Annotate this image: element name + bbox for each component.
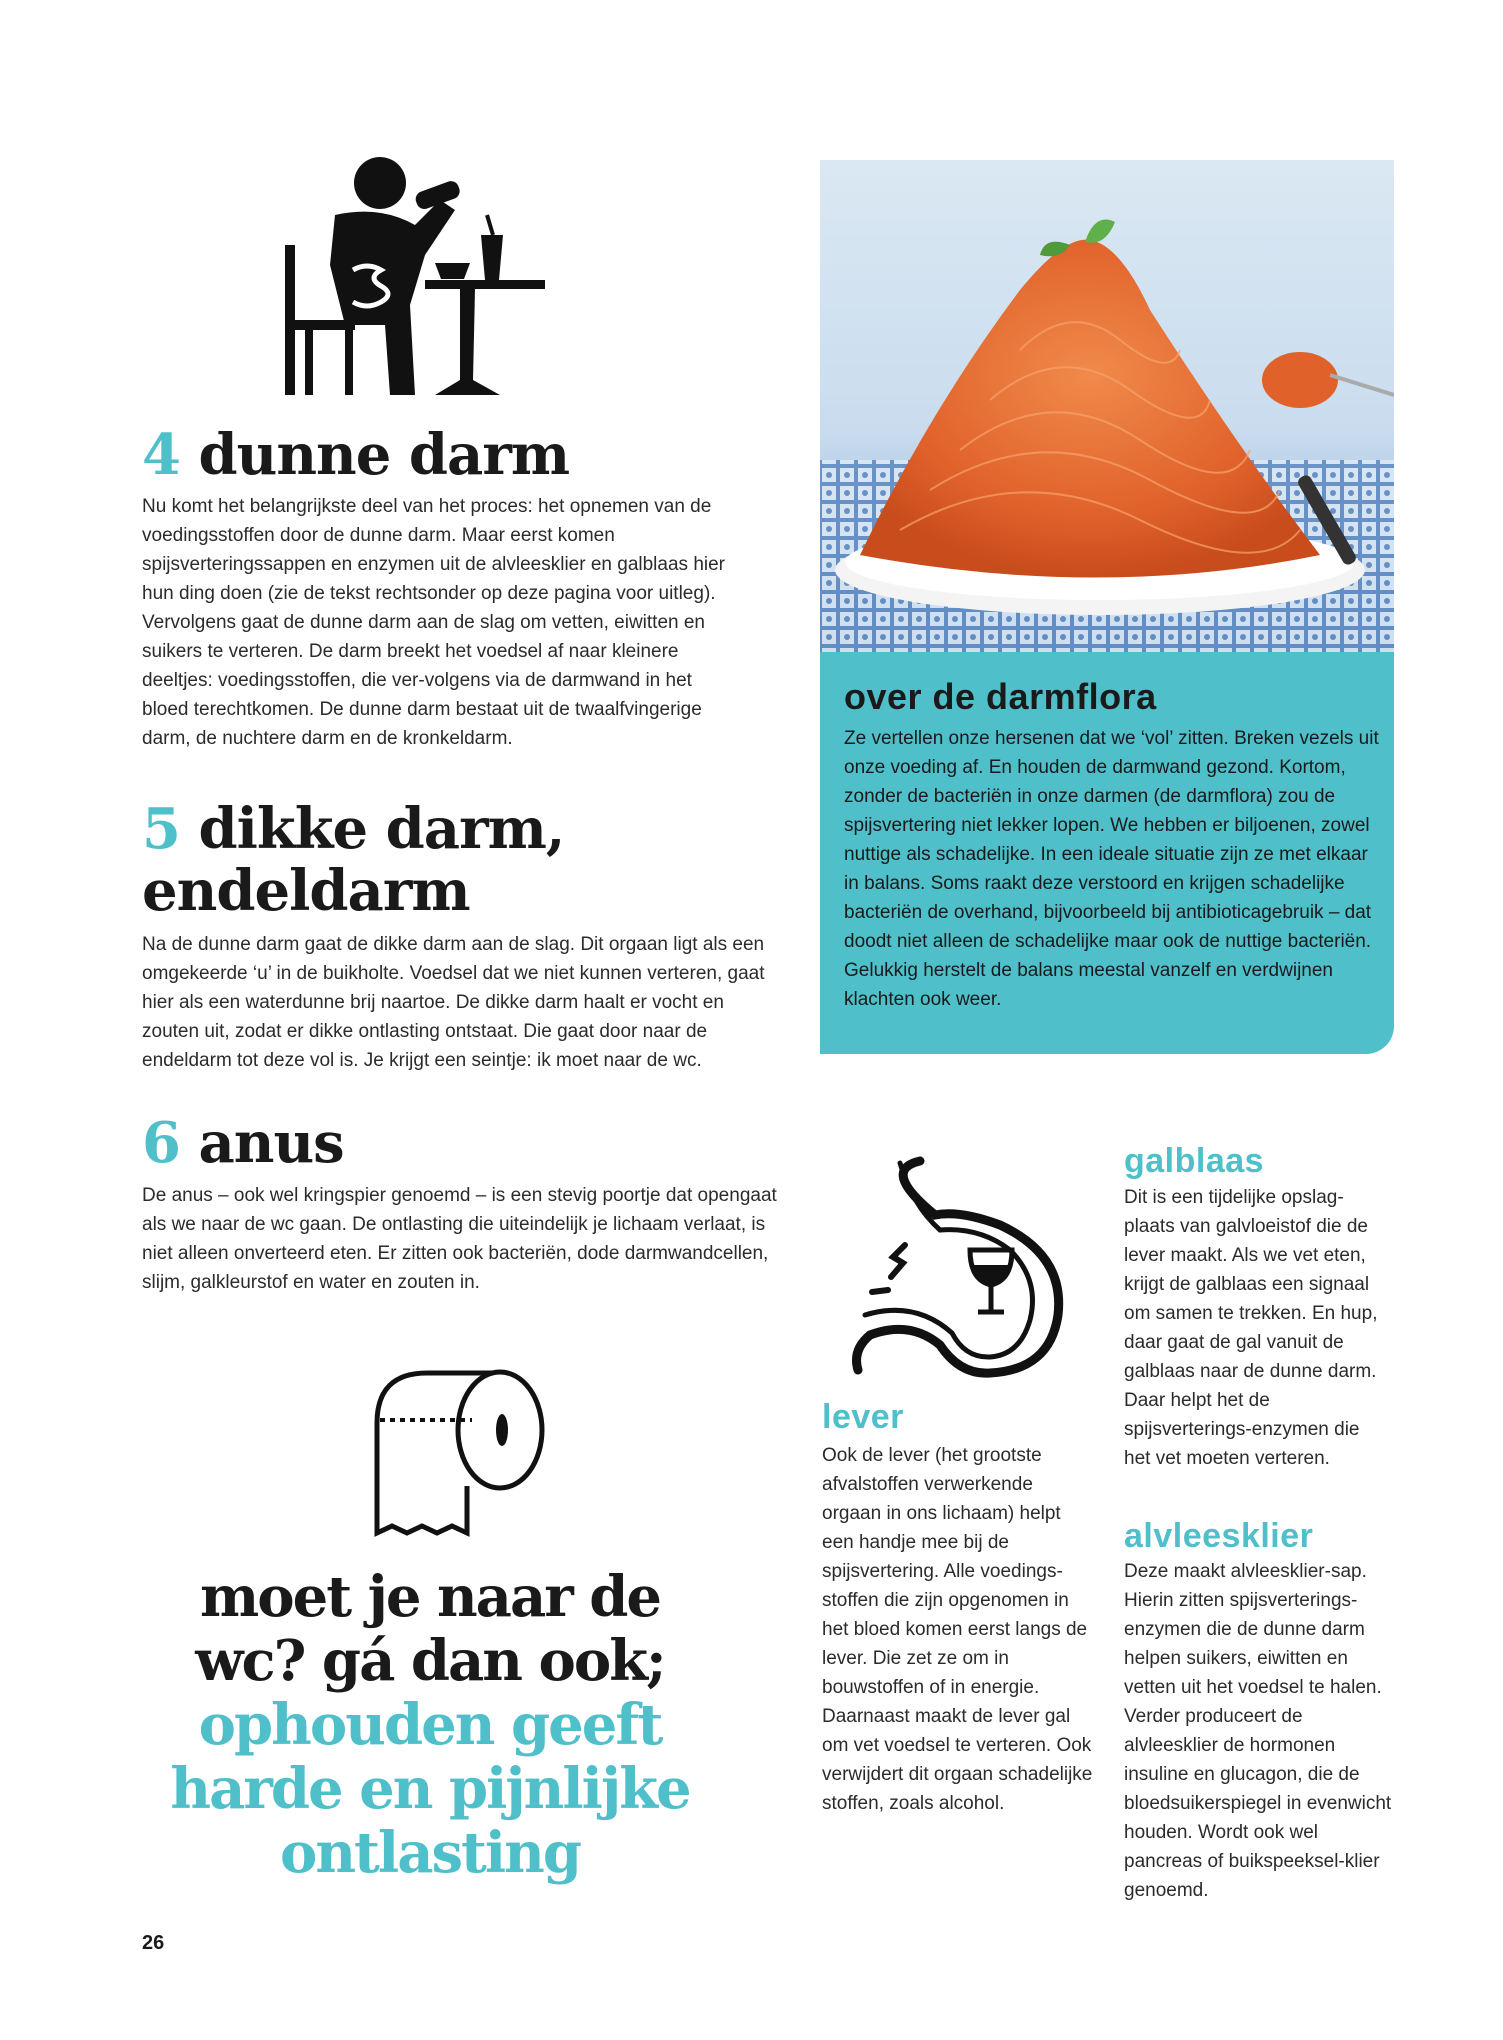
section-5-body: Na de dunne darm gaat de dikke darm aan de slag. Dit orgaan ligt als een omgekeerde ‘u’ in de buikholte. Voedsel dat we niet kunnen verteren, gaat hier als een waterdunne brij naartoe. De dikke darm haalt er vocht en zouten uit, zodat er dikke ontlasting ontstaat. Die gaat door naar de endeldarm tot deze vol is. Je krijgt een seintje: ik moet naar de wc.	[142, 934, 765, 1071]
alvleesklier-body: Deze maakt alvleesklier-sap. Hierin zitten spijsverterings-enzymen die de dunne darm helpen suikers, eiwitten en vetten uit het voedsel te halen. Verder produceert de alvleesklier de hormonen insuline en glucagon, die de bloedsuikerspiegel in evenwicht houden. Wordt ook wel pancreas of buikspeeksel-klier genoemd.	[1124, 1561, 1392, 1901]
lever-body: Ook de lever (het grootste afvalstoffen verwerkende orgaan in ons lichaam) helpt een handje mee bij de spijsvertering. Alle voedings-stoffen die zijn opgenomen in het bloed komen eerst langs de lever. Die zet ze om in bouwstoffen of in energie. Daarnaast maakt de lever gal om vet voedsel te verteren. Ook verwijdert dit orgaan schadelijke stoffen, zoals alcohol.	[822, 1445, 1093, 1814]
lever-heading: lever	[822, 1398, 904, 1436]
darmflora-body: Ze vertellen onze hersenen dat we ‘vol’ zitten. Breken vezels uit onze voeding af. En houden de darmwand gezond. Kortom, zonder de bacteriën in onze darmen (de darmflora) zou de spijsvertering niet lekker lopen. We hebben er biljoenen, zowel nuttige als schadelijke. In een ideale situatie zijn ze met elkaar in balans. Soms raakt deze verstoord en krijgen schadelijke bacteriën de overhand, bijvoorbeeld bij antibioticagebruik – dat doodt niet alleen de schadelijke maar ook de nuttige bacteriën. Gelukkig herstelt de balans meestal vanzelf en verdwijnen klachten ook weer.	[844, 728, 1379, 1010]
section-number: 6	[142, 1110, 180, 1176]
page-number: 26	[142, 1932, 165, 1954]
section-title: dunne darm	[198, 422, 570, 488]
section-5-heading	[142, 798, 564, 922]
section-6-heading	[142, 1110, 344, 1176]
section-4-body: Nu komt het belangrijkste deel van het proces: het opnemen van de voedingsstoffen door de dunne darm. Maar eerst komen spijsverteringssappen en enzymen uit de alvleesklier en galblaas hier hun ding doen (zie de tekst rechtsonder op deze pagina voor uitleg). Vervolgens gaat de dunne darm aan de slag om vetten, eiwitten en suikers te verteren. De darm breekt het voedsel af naar kleinere deeltjes: voedingsstoffen, die ver-volgens via de darmwand in het bloed terechtkomen. De dunne darm bestaat uit de twaalfvingerige darm, de nuchtere darm en de kronkeldarm.	[142, 496, 725, 749]
quote-line: moet je naar de	[199, 1564, 661, 1630]
galblaas-heading: galblaas	[1124, 1142, 1265, 1180]
galblaas-body: Dit is een tijdelijke opslag-plaats van galvloeistof die de lever maakt. Als we vet eten, krijgt de galblaas een signaal om samen te trekken. En hup, daar gaat de gal vanuit de galblaas naar de dunne darm. Daar helpt het de spijsverterings-enzymen die het vet moeten verteren.	[1124, 1187, 1378, 1469]
section-title-line2: endeldarm	[142, 858, 470, 924]
quote-line: ophouden geeft	[198, 1692, 662, 1758]
darmflora-title: over de darmflora	[844, 676, 1157, 717]
section-title: anus	[198, 1110, 344, 1176]
section-6-body: De anus – ook wel kringspier genoemd – is een stevig poortje dat opengaat als we naar de wc gaan. De ontlasting die uiteindelijk je lichaam verlaat, is niet alleen onverteerd eten. Er zitten ook bacteriën, dode darmwandcellen, slijm, galkleurstof en water en zouten in.	[142, 1185, 777, 1293]
section-title-line1: dikke darm,	[198, 796, 565, 862]
pull-quote	[130, 1565, 730, 1885]
section-4-heading	[142, 422, 570, 488]
section-number: 4	[142, 422, 180, 488]
quote-line: wc? gá dan ook;	[195, 1628, 665, 1694]
stomach-icon	[840, 1155, 1070, 1380]
toilet-paper-icon	[372, 1368, 547, 1538]
eating-person-icon	[275, 155, 545, 405]
quote-line: harde en pijnlijke	[170, 1756, 690, 1822]
section-number: 5	[142, 796, 180, 862]
darmflora-box	[820, 652, 1394, 1054]
alvleesklier-heading: alvleesklier	[1124, 1517, 1314, 1555]
quote-line: ontlasting	[279, 1820, 581, 1886]
spaghetti-photo	[820, 160, 1394, 652]
